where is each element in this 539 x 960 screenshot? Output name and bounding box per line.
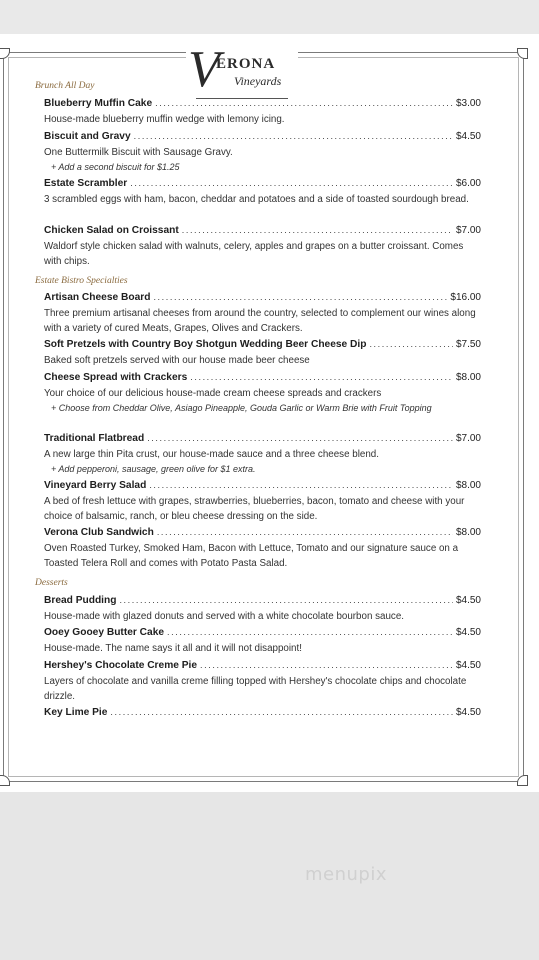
menu-item — [44, 178, 481, 208]
item-price: $8.00 — [455, 527, 481, 538]
item-name: Traditional Flatbread — [44, 433, 145, 444]
item-description: Waldorf style chicken salad with walnuts, celery, apples and grapes on a butter croissant. Comes with chips. — [44, 241, 464, 267]
item-note: + Add a second biscuit for $1.25 — [51, 161, 180, 172]
item-name: Artisan Cheese Board — [44, 292, 151, 303]
item-price: $4.50 — [455, 660, 481, 671]
item-name: Biscuit and Gravy — [44, 131, 131, 142]
border-corner — [517, 775, 528, 786]
item-name: Hershey's Chocolate Creme Pie — [44, 660, 198, 671]
menu-item — [44, 292, 481, 336]
menu-item — [44, 339, 481, 369]
section-title-bistro: Estate Bistro Specialties — [35, 276, 128, 286]
item-price: $8.00 — [455, 480, 481, 491]
item-description: House-made blueberry muffin wedge with lemony icing. — [44, 114, 285, 125]
item-note: + Choose from Cheddar Olive, Asiago Pineapple, Gouda Garlic or Warm Brie with Fruit Topping — [51, 402, 432, 413]
item-description: Baked soft pretzels served with our house made beer cheese — [44, 355, 310, 366]
menu-item — [44, 527, 481, 571]
menu-item — [44, 480, 481, 524]
menu-item — [44, 433, 481, 476]
item-name: Soft Pretzels with Country Boy Shotgun Wedding Beer Cheese Dip — [44, 339, 367, 350]
item-price: $7.00 — [455, 433, 481, 444]
top-background — [0, 0, 539, 34]
section-title-desserts: Desserts — [35, 578, 68, 588]
item-name: Blueberry Muffin Cake — [44, 98, 153, 109]
menu-item — [44, 707, 481, 722]
item-price: $4.50 — [455, 707, 481, 718]
item-price: $4.50 — [455, 595, 481, 606]
menu-item — [44, 627, 481, 657]
item-description: A bed of fresh lettuce with grapes, strawberries, blueberries, bacon, tomato and cheese with your choice of balsamic, ranch, or bleu cheese dressing on the side. — [44, 496, 465, 522]
item-price: $16.00 — [450, 292, 481, 303]
item-price: $4.50 — [455, 131, 481, 142]
item-name: Vineyard Berry Salad — [44, 480, 147, 491]
item-description: Three premium artisanal cheeses from around the country, selected to complement our wines along with a variety of cured Meats, Grapes, Olives and Crackers. — [44, 308, 476, 334]
item-description: House-made with glazed donuts and served with a white chocolate bourbon sauce. — [44, 611, 404, 622]
item-price: $4.50 — [455, 627, 481, 638]
menu-item — [44, 660, 481, 704]
item-name: Bread Pudding — [44, 595, 117, 606]
menu-item — [44, 131, 481, 174]
menupix-watermark: menupix — [305, 864, 388, 885]
menu-item — [44, 595, 481, 625]
item-price: $6.00 — [455, 178, 481, 189]
item-price: $8.00 — [455, 372, 481, 383]
item-description: Oven Roasted Turkey, Smoked Ham, Bacon with Lettuce, Tomato and our signature sauce on a Toasted Telera Roll and comes with Potato Pasta Salad. — [44, 543, 459, 569]
menu-item — [44, 372, 481, 415]
item-description: Layers of chocolate and vanilla creme filling topped with Hershey's chocolate chips and chocolate drizzle. — [44, 676, 467, 702]
item-name: Key Lime Pie — [44, 707, 108, 718]
item-name: Cheese Spread with Crackers — [44, 372, 188, 383]
item-price: $7.00 — [455, 225, 481, 236]
item-name: Chicken Salad on Croissant — [44, 225, 179, 236]
section-title-brunch: Brunch All Day — [35, 81, 95, 91]
item-description: 3 scrambled eggs with ham, bacon, cheddar and potatoes and a side of toasted sourdough bread. — [44, 194, 469, 205]
item-note: + Add pepperoni, sausage, green olive for $1 extra. — [51, 463, 256, 474]
verona-logo: V ERONA Vineyards — [186, 48, 298, 106]
item-description: House-made. The name says it all and it will not disappoint! — [44, 643, 302, 654]
item-name: Verona Club Sandwich — [44, 527, 154, 538]
item-description: A new large thin Pita crust, our house-made sauce and a three cheese blend. — [44, 449, 379, 460]
menu-item — [44, 98, 481, 128]
item-description: Your choice of our delicious house-made cream cheese spreads and crackers — [44, 388, 382, 399]
item-name: Ooey Gooey Butter Cake — [44, 627, 165, 638]
item-price: $3.00 — [455, 98, 481, 109]
item-price: $7.50 — [455, 339, 481, 350]
item-name: Estate Scrambler — [44, 178, 128, 189]
item-description: One Buttermilk Biscuit with Sausage Gravy. — [44, 147, 233, 158]
menu-item — [44, 225, 481, 269]
